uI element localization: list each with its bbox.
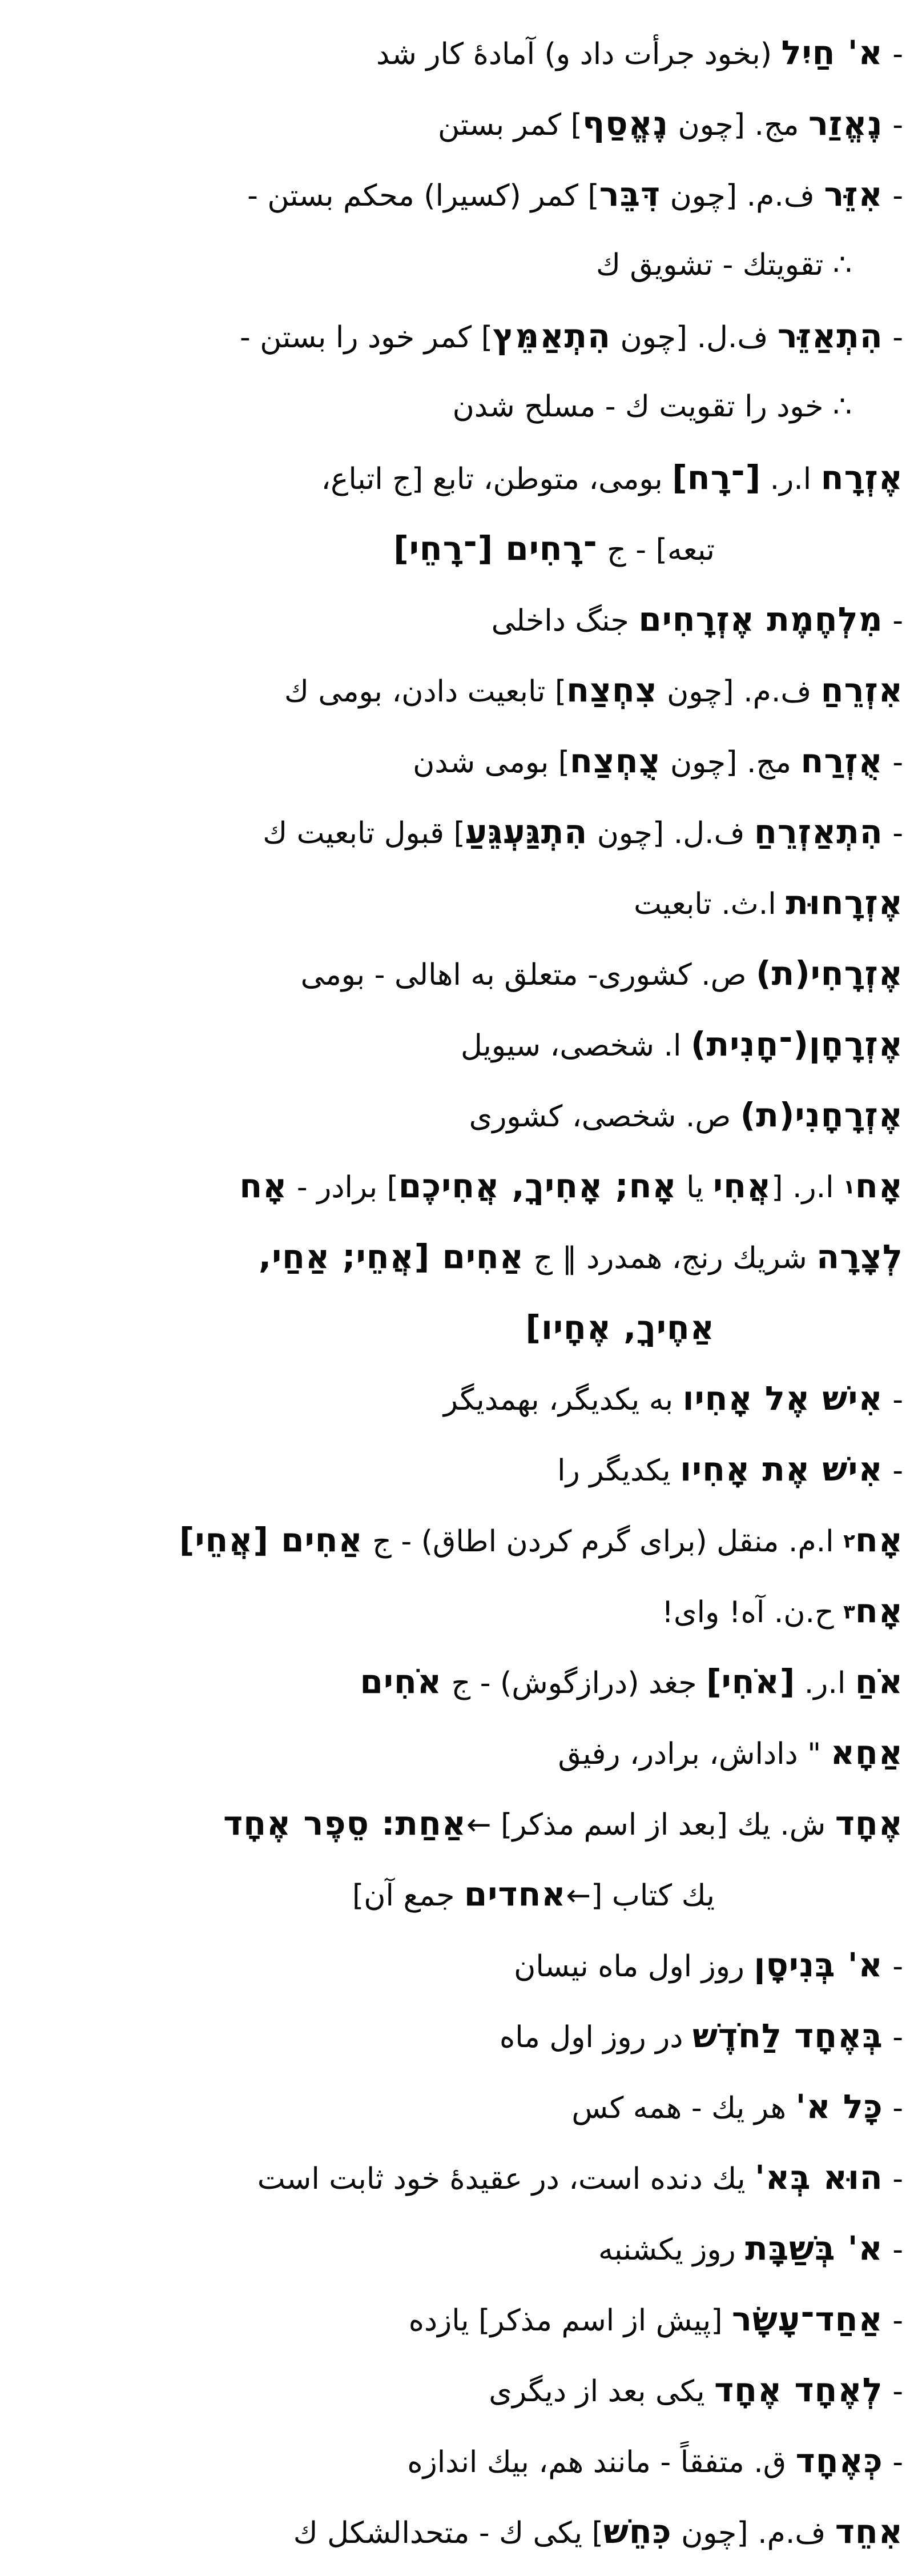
persian-text: جمع آن] (352, 1879, 464, 1913)
persian-text: - (883, 2304, 903, 2338)
persian-text: بومى، متوطن، تابع [ج اتباع، (321, 462, 673, 496)
persian-text: ] كمر بستن (437, 108, 582, 142)
persian-text: جنگ داخلى (491, 604, 639, 638)
persian-text: يا (677, 1170, 714, 1205)
entry-line (11, 1859, 903, 1929)
persian-text: ف.م. [چون (671, 2516, 835, 2550)
hebrew-text: אֶזְרָחוּת (786, 883, 903, 922)
entry-line (11, 2071, 903, 2142)
persian-text: ] تابعيت دادن، بومى ك (284, 675, 567, 709)
hebrew-text: אֻזְרַח (800, 741, 883, 780)
persian-text: تبعه] - ج (597, 533, 715, 567)
persian-text: هر يك - همه كس (571, 2091, 796, 2125)
hebrew-text: צֻחְצַח (570, 741, 661, 780)
hebrew-text: אִזֵּר (824, 175, 883, 214)
hebrew-text: אַחַת: סֵפֶר אֶחָד (223, 1804, 467, 1843)
persian-text: روز اول ماه نيسان (514, 1949, 754, 1984)
hebrew-text: הוּא בְּא' (755, 2158, 883, 2197)
hebrew-text: הִתְאַמֵּץ (493, 316, 611, 355)
hebrew-text: אִזְרֵחַ (820, 671, 903, 709)
hebrew-text: אֹחִים (360, 1662, 442, 1701)
persian-text: ] كمر (كسيرا) محكم بستن - (247, 179, 599, 213)
hebrew-text: לְצָרָה (816, 1237, 903, 1276)
persian-text: - (883, 108, 903, 142)
persian-text: ح.ن. آه! واى! (662, 1595, 844, 1630)
hebrew-text: אַחֶיךָ, אֶחָיו] (525, 1308, 715, 1347)
entry-line (11, 1788, 903, 1859)
persian-text: ∴ خود را تقويت ك - مسلح شدن (452, 390, 852, 424)
hebrew-text: הִתְאַזְרֵחַ (754, 812, 883, 851)
persian-text: - (883, 2162, 903, 2196)
hebrew-text: אֹחַ (855, 1662, 903, 1701)
entry-line (11, 88, 903, 159)
persian-text: به يكديگر، بهمديگر (443, 1383, 683, 1417)
hebrew-text: אֶזְרָח (820, 458, 903, 497)
persian-text: ا.ر. [ (771, 1170, 844, 1205)
persian-text: - (883, 320, 903, 355)
hebrew-text: [־רָח] (672, 458, 761, 497)
entry-line (11, 867, 903, 938)
hebrew-text: לְאֶחָד אֶחָד (714, 2370, 883, 2409)
hebrew-text: הִתְגַּעְגֵּעַ (465, 812, 588, 851)
hebrew-text: נֶאֱסַף (582, 104, 669, 143)
hebrew-text: צִחְצַח (566, 671, 658, 709)
entry-line (11, 1575, 903, 1646)
hebrew-text: אֶחָד (835, 1804, 903, 1843)
hebrew-text: כִּחֵשׁ (603, 2512, 672, 2551)
hebrew-text: דִּבֵּר (599, 175, 661, 214)
entry-line (11, 371, 903, 442)
entry-line (11, 2425, 903, 2496)
hebrew-text: אַחִים [אֲחֵי; אַחַי, (259, 1237, 524, 1276)
homograph-number: ٣ (843, 1600, 855, 1624)
hebrew-text: כָּל א' (795, 2087, 883, 2126)
hebrew-text: אֲחִי (713, 1166, 772, 1205)
entry-line (11, 655, 903, 725)
entry-line (11, 725, 903, 796)
persian-text: ف.ل. [چون (611, 320, 778, 355)
persian-text: - (883, 604, 903, 638)
hebrew-text: אָח (239, 1166, 288, 1205)
hebrew-text: מִלְחֶמֶת אֶזְרָחִים (638, 600, 883, 639)
persian-text: جغد (درازگوش) - ج (442, 1666, 707, 1700)
entry-line (11, 1150, 903, 1221)
entry-line (11, 2213, 903, 2284)
persian-text: در روز اول ماه (499, 2020, 692, 2055)
entry-line (11, 1717, 903, 1788)
persian-text: - (883, 1383, 903, 1417)
persian-text: ا.م. منقل (براى گرم كردن اطاق) - ج (363, 1524, 844, 1559)
persian-text: ف.ل. [چون (587, 816, 755, 850)
entry-line (11, 1434, 903, 1504)
persian-text: - (883, 745, 903, 780)
hebrew-text: א' בְּשַׁבָּת (745, 2229, 883, 2268)
persian-text: شريك رنج، همدرد ‖ ج (524, 1241, 817, 1275)
entry-line (11, 796, 903, 867)
persian-text: ف.م. [چون (661, 179, 824, 213)
entry-line (11, 1646, 903, 1717)
hebrew-text: אָח (855, 1591, 903, 1630)
entry-line (11, 513, 903, 584)
hebrew-text: א' בְּנִיסָן (754, 1945, 883, 1984)
entry-line (11, 1080, 903, 1150)
entry-line (11, 2284, 903, 2354)
entry-line (11, 17, 903, 88)
entry-line (11, 2496, 903, 2567)
entry-line (11, 938, 903, 1009)
persian-text: - (883, 179, 903, 213)
homograph-number: ١ (843, 1175, 855, 1199)
hebrew-text: א' חַיִל (781, 33, 883, 72)
persian-text: - (883, 37, 903, 71)
persian-text: ] كمر خود را بستن - (239, 320, 493, 355)
persian-text: ا. شخصى، سيويل (461, 1029, 691, 1063)
hebrew-text: אִחֵד (835, 2512, 903, 2551)
hebrew-text: אַחָא (830, 1733, 903, 1772)
persian-text: - (883, 1454, 903, 1488)
entry-line (11, 1504, 903, 1575)
persian-text: - (883, 2233, 903, 2267)
persian-text: - (883, 816, 903, 850)
hebrew-text: אִישׁ אֶת אָחִיו (680, 1450, 883, 1488)
persian-text: ا.ر. (795, 1666, 855, 1700)
hebrew-text: כְּאֶחָד (795, 2441, 883, 2480)
hebrew-text: ־רָחִים [־רָחֵי] (393, 529, 598, 568)
entry-line (11, 2142, 903, 2213)
hebrew-text: אֶזְרָחִי(ת) (756, 954, 903, 993)
entry-line (11, 2354, 903, 2425)
persian-text: ص. كشورى- متعلق به اهالى - بومى (300, 958, 756, 992)
persian-text: " داداش، برادر، رفيق (558, 1737, 831, 1771)
entry-line (11, 1929, 903, 2000)
persian-text: يكى بعد از ديگرى (489, 2374, 715, 2409)
persian-text: - (883, 2374, 903, 2409)
hebrew-text: נֶאֱזַר (808, 104, 883, 143)
persian-text: ] يكى ك - متحدالشكل ك (293, 2516, 603, 2550)
persian-text: - (883, 2091, 903, 2125)
persian-text: ∴ تقويتك - تشويق ك (595, 248, 852, 282)
persian-text: [پيش از اسم مذكر] يازده (408, 2304, 732, 2338)
persian-text: ] برادر - (287, 1170, 398, 1205)
persian-text: (بخود جرأت داد و) آمادۀ كار شد (376, 37, 782, 71)
dictionary-entries (11, 17, 903, 2567)
persian-text: ش. يك [بعد از اسم مذكر] ← (466, 1808, 835, 1842)
hebrew-text: אִישׁ אֶל אָחִיו (682, 1379, 883, 1418)
hebrew-text: אַחִים [אֲחֵי] (179, 1520, 363, 1559)
persian-text: ص. شخصى، كشورى (469, 1100, 740, 1134)
persian-text: ف.م. [چون (657, 675, 821, 709)
entry-line (11, 1009, 903, 1080)
hebrew-text: אָח (855, 1166, 903, 1205)
persian-text: - (883, 2445, 903, 2479)
hebrew-text: הִתְאַזֵּר (777, 316, 883, 355)
persian-text: ] بومى شدن (413, 745, 570, 780)
persian-text: يكديگر را (557, 1454, 681, 1488)
entry-line (11, 230, 903, 300)
entry-line (11, 1221, 903, 1292)
entry-line (11, 300, 903, 371)
entry-line (11, 1292, 903, 1363)
hebrew-text: [אֹחִי] (706, 1662, 795, 1701)
hebrew-text: בְּאֶחָד לַחֹדֶשׁ (692, 2016, 883, 2055)
entry-line (11, 159, 903, 230)
persian-text: ا.ث. تابعيت (634, 887, 786, 921)
hebrew-text: אַחַד־עָשָׂר (732, 2300, 883, 2338)
persian-text: مج. [چون (661, 745, 801, 780)
persian-text: - (883, 2020, 903, 2055)
persian-text: - (883, 1949, 903, 1984)
entry-line (11, 584, 903, 655)
persian-text: ق. متفقاً - مانند هم، بيك اندازه (407, 2445, 796, 2479)
homograph-number: ٢ (843, 1530, 855, 1553)
hebrew-text: אֶזְרָחָנִי(ת) (740, 1096, 903, 1134)
hebrew-text: אחדים (464, 1875, 566, 1913)
persian-text: ا.ر. (760, 462, 821, 496)
persian-text: مج. [چون (669, 108, 809, 142)
entry-line (11, 1363, 903, 1434)
persian-text: ] قبول تابعيت ك (263, 816, 465, 850)
hebrew-text: אָח; אָחִיךָ, אֲחִיכֶם (398, 1166, 677, 1205)
entry-line (11, 2000, 903, 2071)
entry-line (11, 442, 903, 513)
persian-text: يك دنده است، در عقيدۀ خود ثابت است (257, 2162, 755, 2196)
persian-text: يك كتاب [← (566, 1879, 715, 1913)
hebrew-text: אָח (855, 1520, 903, 1559)
hebrew-text: אֶזְרָחָן(־חָנִית) (690, 1025, 903, 1064)
persian-text: روز يكشنبه (598, 2233, 746, 2267)
